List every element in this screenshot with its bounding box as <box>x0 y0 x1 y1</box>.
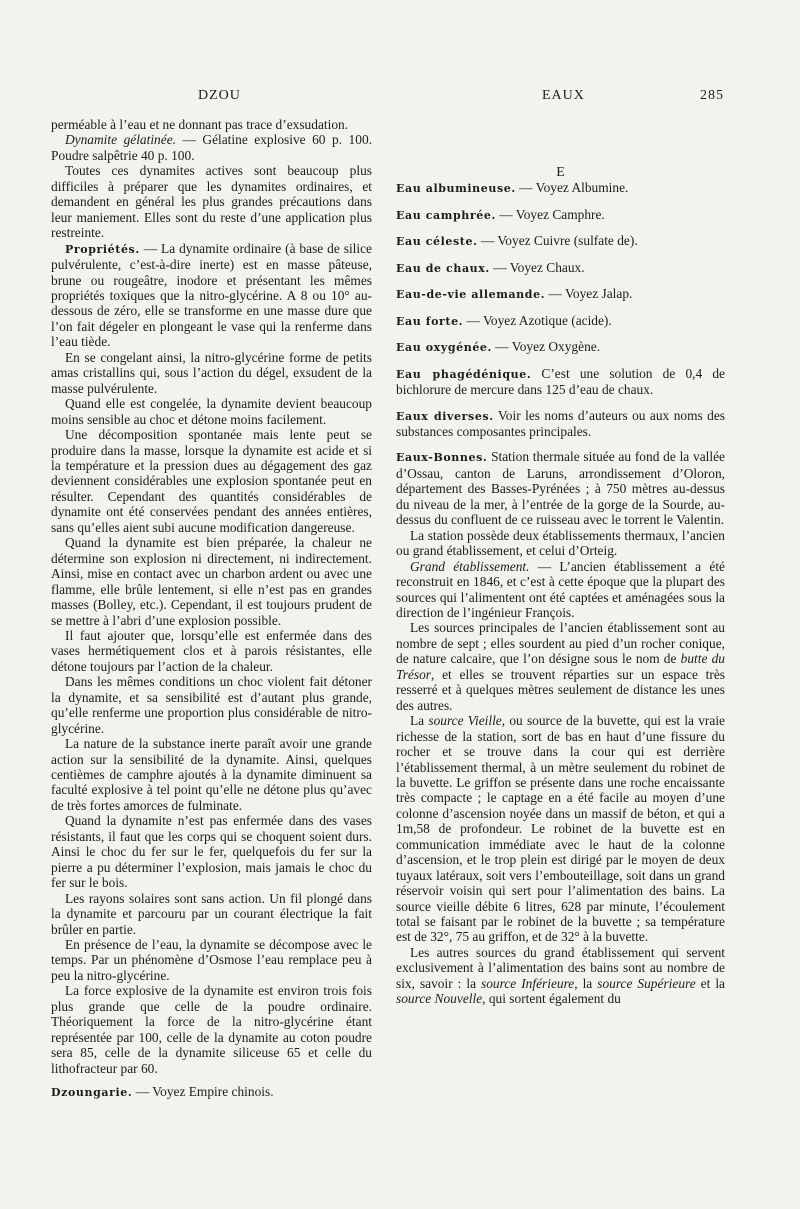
paragraph: Une décomposition spontanée mais lente peut se produire dans la masse, lorsque la dynamite est acide et si la température et la pression dues au dégagement des gaz deviennent considérables une explosion spontanée peut en résulter. Cependant des quantités considérables de dynamite ont été conservées pendant des années entières, sans qu’elles aient subi aucune modification dangereuse. <box>51 427 372 535</box>
header-left-word: DZOU <box>198 88 241 103</box>
entry-keyword: Eau oxygénée. <box>396 341 492 355</box>
subsection-title: Grand établissement. <box>410 558 530 574</box>
entry-keyword: Dzoungarie. <box>51 1086 133 1100</box>
paragraph: En se congelant ainsi, la nitro-glycérine forme de petits amas cristallins qui, sous l’action du dégel, exsudent de la masse pulvérulente. <box>51 349 372 396</box>
paragraph: Quand la dynamite n’est pas enfermée dans des vases résistants, il faut que les corps qui se choquent soient durs. Ainsi le choc du fer sur le fer, quelquefois du fer sur la pierre a pu déterminer l’explosion, mais jamais le choc du fer sur le bois. <box>51 813 372 891</box>
dictionary-entry <box>396 408 725 440</box>
page-number: 285 <box>700 88 724 103</box>
paragraph <box>51 132 372 163</box>
paragraph-text: — Gélatine explosive 60 p. 100. Poudre salpêtrie 40 p. 100. <box>51 132 372 163</box>
paragraph: Quand elle est congelée, la dynamite devient beaucoup moins sensible au choc et détone moins facilement. <box>51 396 372 427</box>
term-italic: source Inférieure <box>481 975 575 991</box>
entry-keyword: Eau céleste. <box>396 235 478 249</box>
dictionary-entry <box>396 286 725 302</box>
entry-text: — Voyez Jalap. <box>545 286 633 302</box>
paragraph: La station possède deux établissements thermaux, l’ancien ou grand établissement, et celui d’Orteig. <box>396 527 725 559</box>
paragraph: La nature de la substance inerte paraît avoir une grande action sur la sensibilité de la dynamite. Ainsi, quelques centièmes de camphre ajoutés à la dynamite diminuent sa faculté explosive à tel point qu’elle ne détone plus qu’avec de très fortes amorces de fulminate. <box>51 736 372 813</box>
entry-keyword: Eau camphrée. <box>396 208 496 222</box>
section-letter: E <box>556 165 565 180</box>
paragraph-text: Les sources principales de l’ancien établissement sont au nombre de sept ; elles sourdent au pied d’un rocher conique, de nature calcaire, que l’on désigne sous le nom de <box>396 620 725 667</box>
paragraph: perméable à l’eau et ne donnant pas trace d’exsudation. <box>51 117 349 132</box>
paragraph <box>396 713 725 945</box>
paragraph-text: La <box>410 713 429 729</box>
paragraph-text: — La dynamite ordinaire (à base de silice pulvérulente, c’est-à-dire inerte) est en masse pâteuse, brune ou rougeâtre, inodore et présentant les mêmes propriétés toxiques que la nitro-glycérine. A 8 ou 10° au-dessous de zéro, elle se transforme en une masse dure que l’on fait dégeler en plongeant le vase qui la renferme dans l’eau tiède. <box>51 240 372 350</box>
dictionary-entry <box>396 260 725 276</box>
entry-keyword: Eau phagédénique. <box>396 367 532 381</box>
paragraph-text: , ou source de la buvette, qui est la vraie richesse de la station, sort de bas en haut d’une fissure du rocher et se trouve dans la cour qui est derrière l’établissement thermal, à un mètre seulement du robinet de la buvette. Le griffon se présente dans une roche encaissante très compacte ; le captage en a été facile au moyen d’une colonne d’ascension noyée dans un massif de béton, et qui a 1m,58 de profondeur. Le robinet de la buvette est en communication immédiate avec le haut de la colonne d’ascension, et le trop plein est dirigé par le moyen de deux tuyaux latéraux, soit vers l’embouteillage, soit dans un grand réservoir voisin qui sert pour l’alimentation des bains. La source vieille débite 6 litres, 628 par minute, l’écoulement total se faisant par le robinet de la buvette ; sa température est de 32°, 75 au griffon, et de 32° à la buvette. <box>396 713 725 945</box>
term-italic: source Supérieure <box>597 975 696 991</box>
dictionary-entry <box>396 366 725 398</box>
left-column <box>51 117 372 1101</box>
entry-text: Station thermale située au fond de la vallée d’Ossau, canton de Laruns, arrondissement d’Oloron, département des Basses-Pyrénées ; à 750 mètres au-dessus du niveau de la mer, à l’entrée de la gorge de la Sourde, au-dessus du confluent de ce ruisseau avec le torrent le Valentin. <box>396 449 725 528</box>
entry-keyword: Eau de chaux. <box>396 261 490 275</box>
term-italic: Dynamite gélatinée. <box>65 132 176 148</box>
dictionary-entry <box>396 313 725 329</box>
paragraph <box>396 620 725 713</box>
paragraph-text: , la <box>574 975 598 991</box>
paragraph-text: et la <box>695 975 725 991</box>
paragraph: Les rayons solaires sont sans action. Un fil plongé dans la dynamite et parcouru par un courant électrique la fait brûler en partie. <box>51 890 372 937</box>
dictionary-entry <box>396 207 725 223</box>
dictionary-entry <box>396 339 725 355</box>
entry-text: — Voyez Albumine. <box>515 180 629 196</box>
dictionary-entry <box>51 1084 372 1100</box>
paragraph <box>51 241 372 350</box>
entry-text: Voir les noms d’auteurs ou aux noms des substances composantes principales. <box>396 407 725 439</box>
paragraph: Il faut ajouter que, lorsqu’elle est enfermée dans des vases hermétiquement clos et à parois résistantes, elle détone toujours par l’action de la chaleur. <box>51 627 372 674</box>
entry-text: — Voyez Cuivre (sulfate de). <box>477 233 638 249</box>
paragraph-text: Les autres sources du grand établissement qui servent exclusivement à l’alimentation des bains sont au nombre de six, savoir : la <box>396 944 725 991</box>
entry-keyword: Eaux-Bonnes. <box>396 451 488 465</box>
paragraph <box>396 945 725 1007</box>
paragraph-text: , et elles se trouvent réparties sur un espace très resserré et à quelques mètres seulement de distance les unes des autres. <box>396 666 725 713</box>
section-keyword: Propriétés. <box>65 242 140 256</box>
paragraph: La force explosive de la dynamite est environ trois fois plus grande que celle de la poudre ordinaire. Théoriquement la force de la nitro-glycérine étant représentée par 100, celle de la dynamite au coton poudre sera 85, celle de la dynamite siliceuse 65 et celle du lithofracteur par 60. <box>51 983 372 1076</box>
dictionary-entry <box>396 180 725 196</box>
entry-keyword: Eau-de-vie allemande. <box>396 288 546 302</box>
paragraph: Toutes ces dynamites actives sont beaucoup plus difficiles à préparer que les dynamites ordinaires, et demandent en général les plus grandes précautions dans leur maniement. Elles sont du reste d’une application plus restreinte. <box>51 163 372 241</box>
term-italic: source Nouvelle <box>396 991 483 1007</box>
entry-text: C’est une solution de 0,4 de bichlorure de mercure dans 125 d’eau de chaux. <box>396 365 725 398</box>
term-italic: source Vieille <box>428 713 502 729</box>
entry-text: — Voyez Oxygène. <box>491 339 601 355</box>
paragraph-text: , qui sortent également du <box>482 991 621 1007</box>
entry-keyword: Eaux diverses. <box>396 409 494 423</box>
header-right-word: EAUX <box>542 88 585 103</box>
entry-text: — Voyez Empire chinois. <box>132 1084 274 1100</box>
entry-text: — Voyez Chaux. <box>489 259 585 275</box>
entry-keyword: Eau albumineuse. <box>396 182 516 196</box>
term-italic: butte du Trésor <box>396 651 725 682</box>
entry-keyword: Eau forte. <box>396 314 464 328</box>
dictionary-entry <box>396 449 725 527</box>
entry-text: — Voyez Camphre. <box>495 206 605 222</box>
right-column <box>396 165 725 1007</box>
paragraph-text: — L’ancien établissement a été reconstruit en 1846, et c’est à cette époque que la plupart des sources qui l’alimentent ont été captées et aménagées sous la direction de l’ingénieur François. <box>396 558 725 620</box>
paragraph: Dans les mêmes conditions un choc violent fait détoner la dynamite, et sa sensibilité est d’autant plus grande, qu’elle renferme une proportion plus considérable de nitro-glycérine. <box>51 674 372 736</box>
paragraph: Quand la dynamite est bien préparée, la chaleur ne détermine son explosion ni directement, ni indirectement. Ainsi, mise en contact avec un charbon ardent ou avec une flamme, elle brûle lentement, si elle n’est pas en grandes masses (Bolley, etc.). Cependant, il est toujours prudent de se mettre à l’abri d’une explosion possible. <box>51 535 372 628</box>
paragraph <box>396 559 725 621</box>
entry-text: — Voyez Azotique (acide). <box>463 312 612 328</box>
running-header <box>0 88 800 108</box>
paragraph: En présence de l’eau, la dynamite se décompose avec le temps. Par un phénomène d’Osmose l’eau remplace peu à peu la nitro-glycérine. <box>51 937 372 983</box>
dictionary-entry <box>396 233 725 249</box>
